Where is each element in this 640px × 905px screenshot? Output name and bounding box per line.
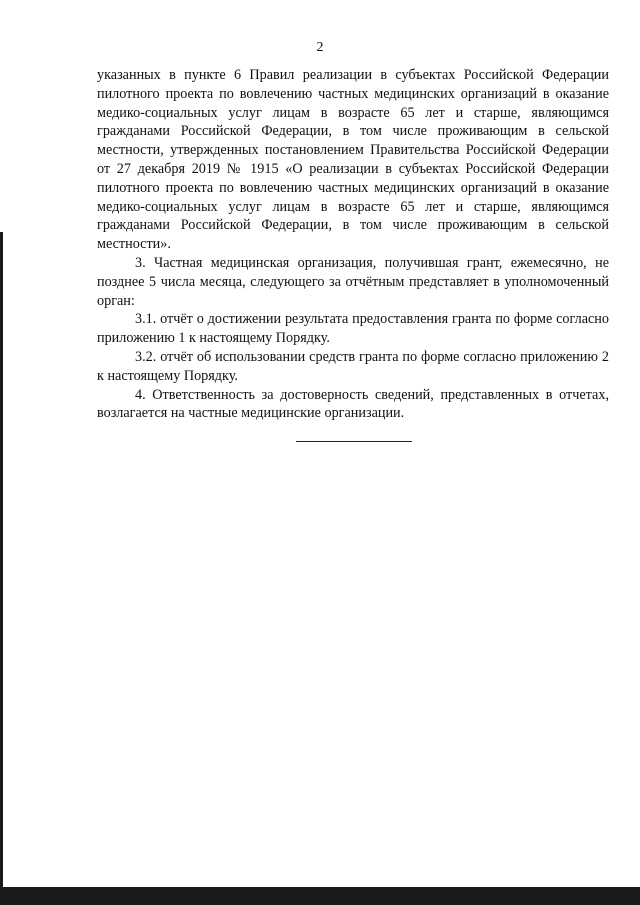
paragraph-continuation: указанных в пункте 6 Правил реализации в субъектах Российской Федерации пилотного проекта по вовлечению частных медицинских организаций в оказание медико-социальных услуг лицам в возрасте 65 лет и старше, являющимся гражданами Российской Федерации, в том числе проживающим в сельской местности, утвержденных постановлением Правительства Российской Федерации от 27 декабря 2019 № 1915 «О реализации в субъектах Российской Федерации пилотного проекта по вовлечению частных медицинских организаций в оказание медико-социальных услуг лицам в возрасте 65 лет и старше, являющимся гражданами Российской Федерации, в том числе проживающим в сельской местности».	[97, 67, 609, 253]
page-number: 2	[316, 40, 324, 55]
document-body	[97, 66, 609, 423]
paragraph-item-3-1: 3.1. отчёт о достижении результата предоставления гранта по форме согласно приложению 1 к настоящему Порядку.	[97, 311, 609, 347]
paragraph-item-4: 4. Ответственность за достоверность сведений, представленных в отчетах, возлагается на частные медицинские организации.	[97, 386, 609, 422]
scan-shadow-left	[0, 232, 3, 905]
scan-shadow-bottom	[0, 887, 640, 905]
end-of-text-rule	[296, 441, 412, 442]
paragraph-item-3: 3. Частная медицинская организация, получившая грант, ежемесячно, не позднее 5 числа месяца, следующего за отчётным представляет в уполномоченный орган:	[97, 254, 609, 309]
paragraph-item-3-2: 3.2. отчёт об использовании средств гранта по форме согласно приложению 2 к настоящему Порядку.	[97, 348, 609, 384]
